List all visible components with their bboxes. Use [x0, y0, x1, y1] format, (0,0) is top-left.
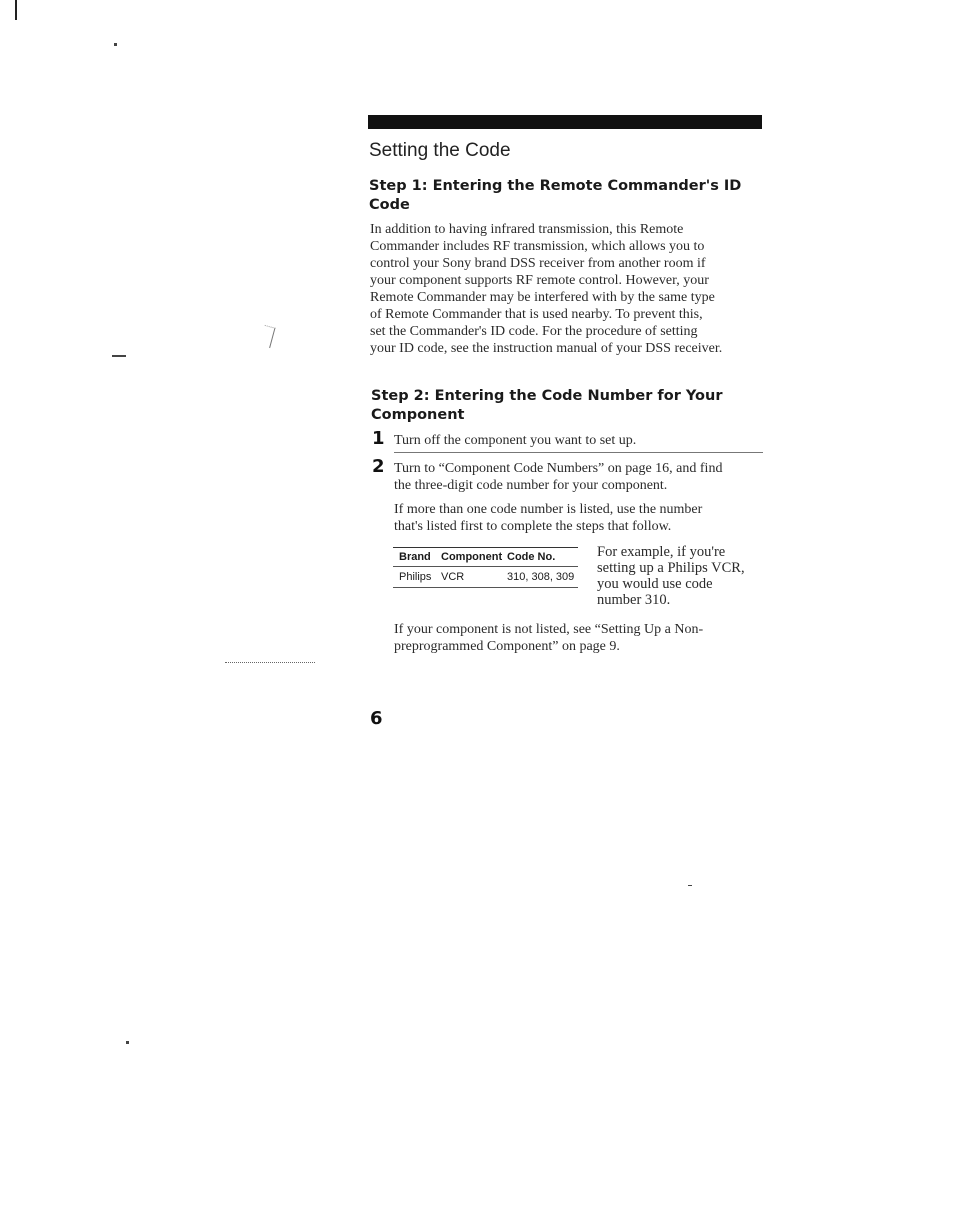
paragraph-line: set the Commander's ID code. For the procedure of setting — [370, 324, 698, 339]
scan-dotted-curve — [225, 652, 315, 663]
step-number: 1 — [372, 428, 385, 449]
scan-dot — [688, 885, 692, 886]
table-header-row — [393, 548, 578, 567]
step2-heading-line: Component — [371, 407, 465, 423]
example-text — [597, 544, 767, 608]
step2-heading-line: Step 2: Entering the Code Number for Your — [371, 388, 723, 404]
step-divider — [394, 452, 763, 453]
code-table — [393, 548, 578, 588]
table-cell-code-no: 310, 308, 309 — [507, 571, 575, 583]
step-note — [394, 501, 774, 535]
step1-paragraph — [370, 221, 770, 357]
step1-heading — [369, 177, 769, 215]
step1-heading-line: Code — [369, 197, 410, 213]
example-line: you would use code — [597, 576, 713, 592]
section-header-bar — [368, 115, 762, 129]
step2-heading — [371, 387, 771, 425]
paragraph-line: Remote Commander may be interfered with by the same type — [370, 290, 715, 305]
page-number: 6 — [370, 708, 383, 729]
note-line: that's listed first to complete the steps that follow. — [394, 519, 672, 534]
scan-squiggle — [259, 325, 275, 348]
scan-dot — [114, 43, 117, 46]
table-header-code-no: Code No. — [507, 551, 556, 563]
table-row — [393, 567, 578, 588]
step-number: 2 — [372, 456, 385, 477]
paragraph-line: Commander includes RF transmission, which allows you to — [370, 239, 705, 254]
code-table-container — [393, 547, 578, 588]
not-listed-note — [394, 621, 774, 655]
step-instruction-line: the three-digit code number for your component. — [394, 478, 668, 493]
scan-mark-topleft — [15, 0, 17, 20]
scan-dash — [112, 355, 126, 357]
section-title: Setting the Code — [369, 140, 511, 161]
step1-heading-line: Step 1: Entering the Remote Commander's ID — [369, 178, 742, 194]
table-header-brand: Brand — [399, 551, 431, 563]
step-instruction: Turn off the component you want to set up. — [394, 433, 637, 448]
example-line: number 310. — [597, 592, 671, 608]
paragraph-line: your component supports RF remote control. However, your — [370, 273, 709, 288]
step-instruction — [394, 460, 774, 494]
paragraph-line: control your Sony brand DSS receiver from another room if — [370, 256, 706, 271]
example-line: setting up a Philips VCR, — [597, 560, 745, 576]
note-line: preprogrammed Component” on page 9. — [394, 639, 620, 654]
example-line: For example, if you're — [597, 544, 726, 560]
paragraph-line: your ID code, see the instruction manual of your DSS receiver. — [370, 341, 723, 356]
note-line: If your component is not listed, see “Setting Up a Non- — [394, 622, 704, 637]
paragraph-line: In addition to having infrared transmission, this Remote — [370, 222, 684, 237]
table-cell-component: VCR — [441, 571, 465, 583]
table-cell-brand: Philips — [399, 571, 432, 583]
paragraph-line: of Remote Commander that is used nearby. To prevent this, — [370, 307, 703, 322]
note-line: If more than one code number is listed, use the number — [394, 502, 703, 517]
scan-dot — [126, 1041, 129, 1044]
table-header-component: Component — [441, 551, 503, 563]
step-instruction-line: Turn to “Component Code Numbers” on page 16, and find — [394, 461, 723, 476]
